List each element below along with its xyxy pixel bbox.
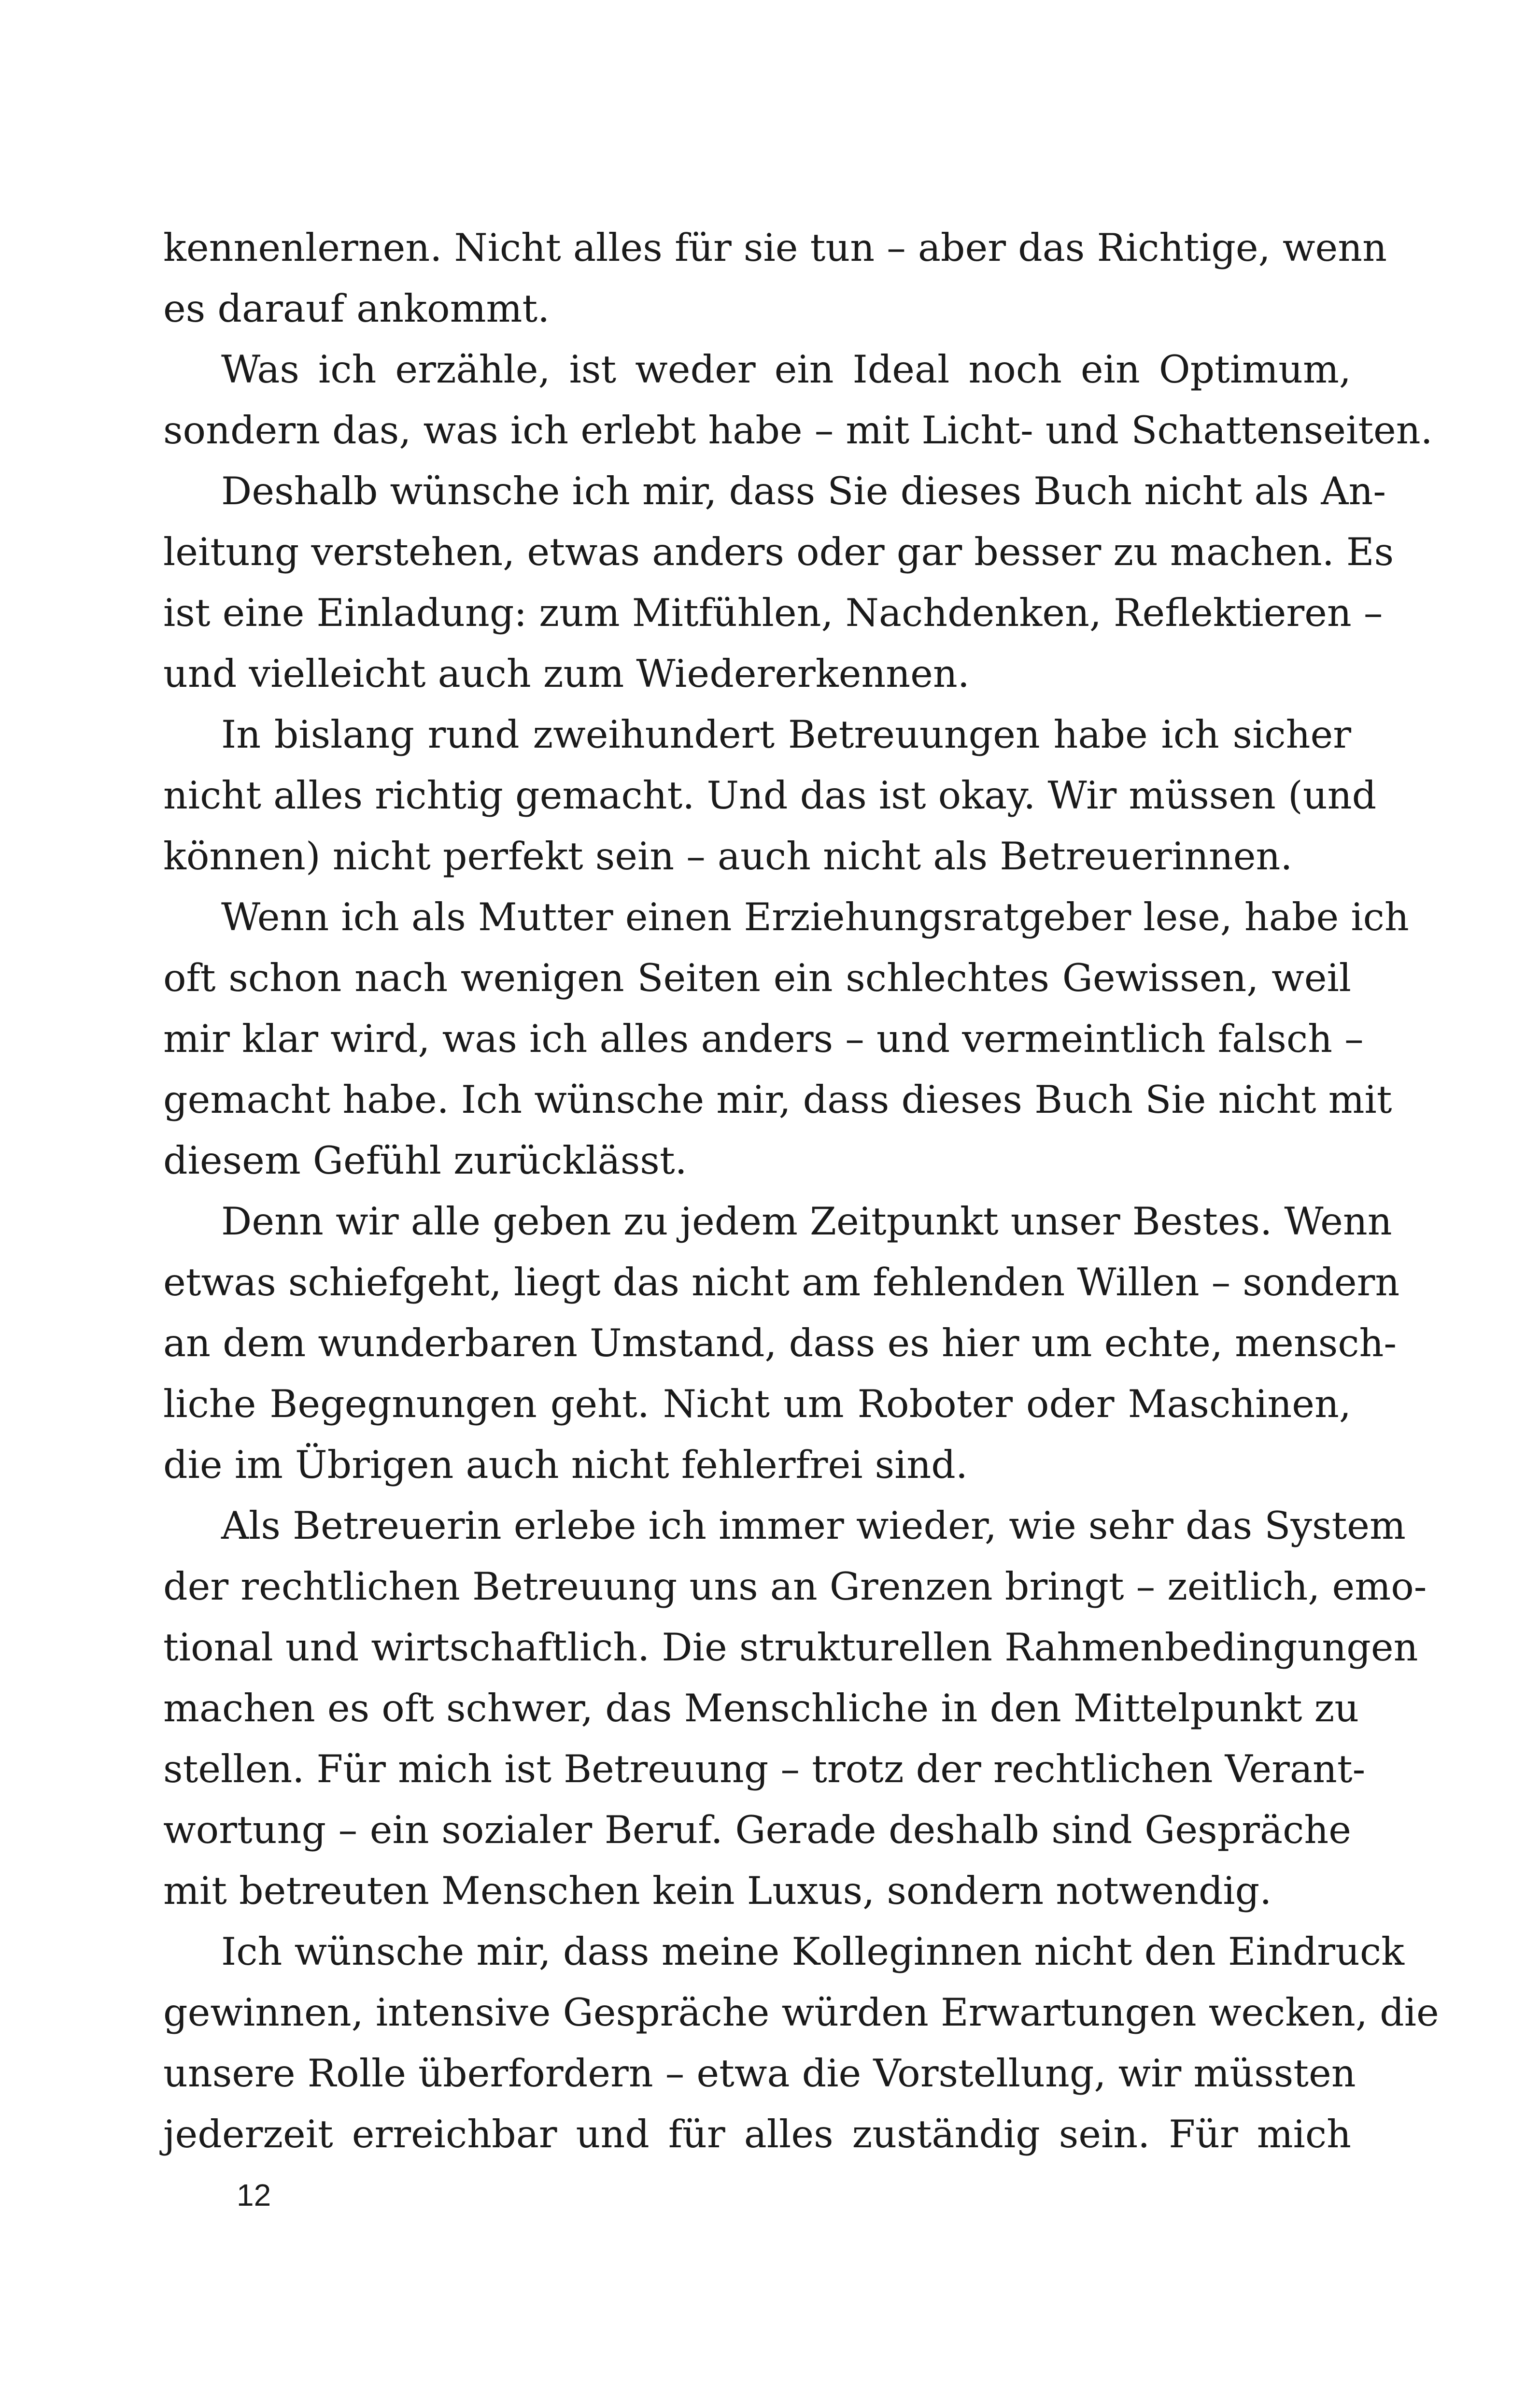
paragraph — [163, 1495, 1427, 1921]
paragraph — [163, 217, 1387, 339]
paragraph — [163, 461, 1394, 704]
text-line: Ich wünsche mir, dass meine Kolleginnen nicht den Eindruck — [221, 1929, 1405, 1974]
page-number: 12 — [237, 2178, 271, 2212]
text-line: Als Betreuerin erlebe ich immer wieder, wie sehr das System — [221, 1503, 1406, 1548]
text-line: und vielleicht auch zum Wiedererkennen. — [163, 652, 970, 696]
text-line: unsere Rolle überfordern – etwa die Vorstellung, wir müssten — [163, 2051, 1356, 2096]
text-line: diesem Gefühl zurücklässt. — [163, 1138, 687, 1183]
paragraph — [163, 1191, 1400, 1495]
text-line: Denn wir alle geben zu jedem Zeitpunkt unser Bestes. Wenn — [221, 1199, 1392, 1244]
text-line: Deshalb wünsche ich mir, dass Sie dieses Buch nicht als An- — [221, 469, 1386, 513]
text-line: etwas schiefgeht, liegt das nicht am fehlenden Willen – sondern — [163, 1260, 1400, 1304]
text-line: wortung – ein sozialer Beruf. Gerade deshalb sind Gespräche — [163, 1808, 1351, 1852]
body-text — [163, 217, 1439, 2165]
text-line: mir klar wird, was ich alles anders – und vermeintlich falsch – — [163, 1017, 1364, 1061]
text-line: ist eine Einladung: zum Mitfühlen, Nachdenken, Reflektieren – — [163, 591, 1383, 635]
text-line: kennenlernen. Nicht alles für sie tun – aber das Richtige, wenn — [163, 226, 1387, 270]
paragraph — [163, 1921, 1439, 2165]
text-line: der rechtlichen Betreuung uns an Grenzen bringt – zeitlich, emo- — [163, 1564, 1427, 1609]
paragraph — [163, 704, 1377, 887]
text-line: mit betreuten Menschen kein Luxus, sondern notwendig. — [163, 1869, 1272, 1913]
text-line: gemacht habe. Ich wünsche mir, dass dieses Buch Sie nicht mit — [163, 1077, 1392, 1122]
text-line: es darauf ankommt. — [163, 286, 550, 331]
text-line: an dem wunderbaren Umstand, dass es hier um echte, mensch- — [163, 1321, 1397, 1365]
paragraph — [163, 339, 1433, 461]
text-line: machen es oft schwer, das Menschliche in den Mittelpunkt zu — [163, 1686, 1359, 1730]
text-line: tional und wirtschaftlich. Die strukturellen Rahmenbedingungen — [163, 1625, 1418, 1670]
text-line: leitung verstehen, etwas anders oder gar besser zu machen. Es — [163, 530, 1394, 574]
text-line: sondern das, was ich erlebt habe – mit Licht- und Schattenseiten. — [163, 408, 1433, 453]
text-line: Wenn ich als Mutter einen Erziehungsratgeber lese, habe ich — [221, 895, 1409, 939]
text-line: liche Begegnungen geht. Nicht um Roboter oder Maschinen, — [163, 1382, 1351, 1426]
text-line: nicht alles richtig gemacht. Und das ist okay. Wir müssen (und — [163, 773, 1377, 818]
text-line: oft schon nach wenigen Seiten ein schlechtes Gewissen, weil — [163, 956, 1351, 1000]
text-line: In bislang rund zweihundert Betreuungen habe ich sicher — [221, 712, 1351, 757]
paragraph — [163, 887, 1409, 1191]
text-line: die im Übrigen auch nicht fehlerfrei sind. — [163, 1443, 968, 1487]
text-line: stellen. Für mich ist Betreuung – trotz der rechtlichen Verant- — [163, 1747, 1366, 1791]
text-line: jederzeit erreichbar und für alles zuständig sein. Für mich — [163, 2112, 1351, 2156]
text-line: können) nicht perfekt sein – auch nicht als Betreuerinnen. — [163, 834, 1293, 879]
text-line: Was ich erzähle, ist weder ein Ideal noch ein Optimum, — [221, 347, 1351, 392]
text-line: gewinnen, intensive Gespräche würden Erwartungen wecken, die — [163, 1990, 1439, 2035]
